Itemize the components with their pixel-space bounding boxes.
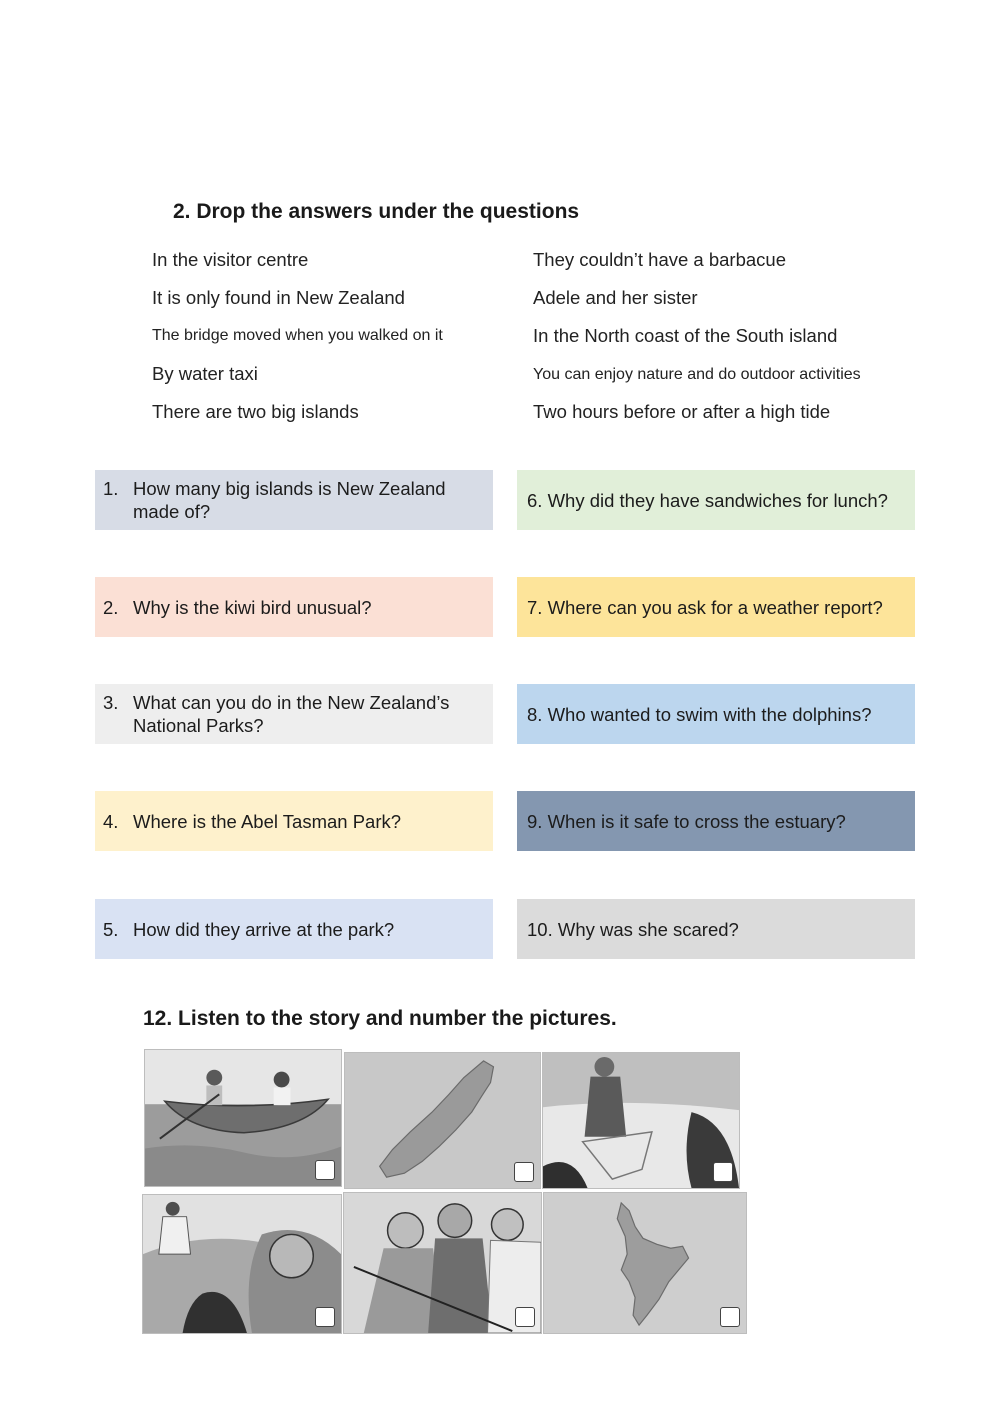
question-text: 9. When is it safe to cross the estuary? — [527, 810, 846, 832]
picture-number-checkbox[interactable] — [315, 1160, 335, 1180]
canoe-picture — [144, 1049, 342, 1187]
section-2-title: 2. Drop the answers under the questions — [173, 200, 580, 223]
question-text: 7. Where can you ask for a weather report? — [527, 596, 883, 618]
picture-number-checkbox[interactable] — [315, 1307, 335, 1327]
answer-option[interactable]: By water taxi — [152, 363, 258, 384]
question-number: 4. — [103, 810, 119, 832]
section-12-title: 12. Listen to the story and number the pictures. — [143, 1007, 617, 1030]
question-number: 10. — [527, 918, 553, 940]
answer-option[interactable]: In the visitor centre — [152, 249, 309, 270]
question-text: What can you do in the New Zealand’s National Parks? — [133, 692, 450, 736]
question-text: How did they arrive at the park? — [133, 918, 395, 940]
question-text: How many big islands is New Zealand made of? — [133, 478, 446, 522]
question-box-6[interactable] — [517, 470, 915, 530]
answer-option[interactable]: It is only found in New Zealand — [152, 287, 405, 308]
question-text: 8. Who wanted to swim with the dolphins? — [527, 703, 872, 725]
canoe-illustration — [145, 1050, 341, 1186]
picture-number-checkbox[interactable] — [515, 1307, 535, 1327]
scared-people-illustration — [344, 1193, 541, 1333]
question-number: 1. — [103, 478, 119, 499]
answer-option[interactable]: The bridge moved when you walked on it — [152, 327, 443, 344]
question-box-8[interactable] — [517, 684, 915, 744]
answer-option[interactable]: They couldn’t have a barbacue — [533, 249, 787, 270]
question-box-4[interactable] — [95, 791, 493, 851]
picture-number-checkbox[interactable] — [713, 1162, 733, 1182]
north-island-map-picture — [543, 1192, 747, 1334]
question-box-7[interactable] — [517, 577, 915, 637]
question-box-1[interactable] — [95, 470, 493, 530]
question-number: 7. — [527, 596, 543, 618]
question-box-3[interactable] — [95, 684, 493, 744]
question-box-2[interactable] — [95, 577, 493, 637]
south-island-map-illustration — [345, 1053, 540, 1188]
question-number: 8. — [527, 703, 543, 725]
woman-drawing-in-sand-picture — [542, 1052, 740, 1189]
running-girl-illustration — [143, 1195, 341, 1333]
question-number: 3. — [103, 692, 119, 713]
question-number: 9. — [527, 810, 543, 832]
question-text: Why is the kiwi bird unusual? — [133, 596, 372, 618]
answer-option[interactable]: There are two big islands — [152, 401, 359, 422]
question-number: 2. — [103, 596, 119, 618]
running-girl-picture — [142, 1194, 342, 1334]
answer-option[interactable]: You can enjoy nature and do outdoor activities — [533, 366, 861, 383]
scared-people-picture — [343, 1192, 542, 1334]
question-text: 10. Why was she scared? — [527, 918, 739, 940]
question-text: Where is the Abel Tasman Park? — [133, 810, 402, 832]
picture-number-checkbox[interactable] — [514, 1162, 534, 1182]
question-text: 6. Why did they have sandwiches for lunch? — [527, 489, 888, 511]
question-box-5[interactable] — [95, 899, 493, 959]
picture-number-checkbox[interactable] — [720, 1307, 740, 1327]
question-box-10[interactable] — [517, 899, 915, 959]
answer-option[interactable]: In the North coast of the South island — [533, 325, 838, 346]
answer-option[interactable]: Adele and her sister — [533, 287, 698, 308]
woman-drawing-in-sand-illustration — [543, 1053, 739, 1188]
question-number: 6. — [527, 489, 543, 511]
south-island-map-picture — [344, 1052, 541, 1189]
question-box-9[interactable] — [517, 791, 915, 851]
question-number: 5. — [103, 918, 119, 940]
answer-option[interactable]: Two hours before or after a high tide — [533, 401, 831, 422]
north-island-map-illustration — [544, 1193, 746, 1333]
